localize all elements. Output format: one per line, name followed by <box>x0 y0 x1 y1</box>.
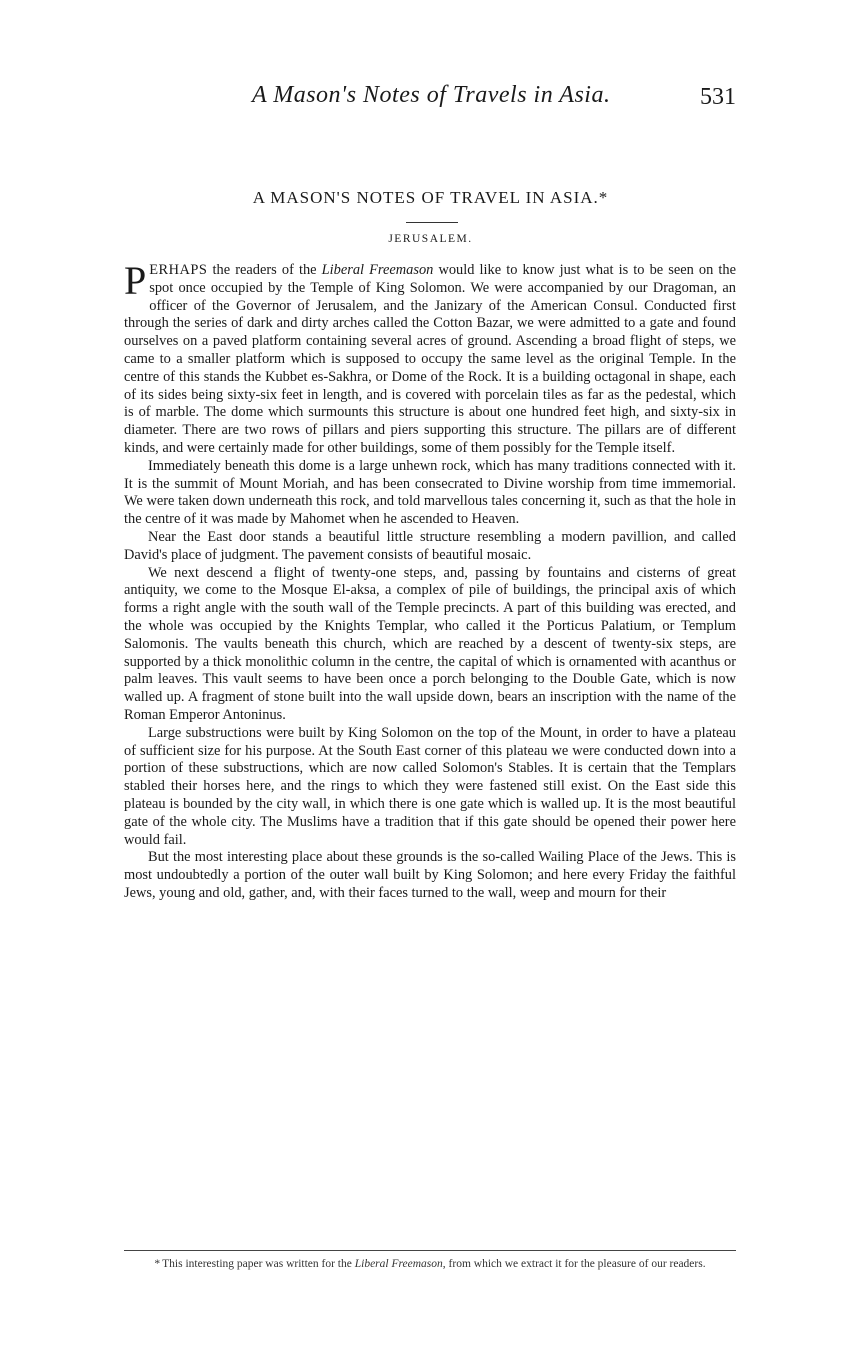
paragraph-2: Immediately beneath this dome is a large unhewn rock, which has many traditions connected with it. It is the summit of Mount Moriah, and has been consecrated to Divine worship from time immemorial. We were taken down underneath this rock, and told marvellous tales concerning it, such as that the hole in the centre of it was made by Mahomet when he ascended to Heaven. <box>124 457 736 528</box>
running-head <box>0 82 861 122</box>
publication-name: Liberal Freemason <box>321 262 434 278</box>
running-title: A Mason's Notes of Travels in Asia. <box>252 82 611 108</box>
title-divider <box>406 222 458 223</box>
footnote-publication: Liberal Freemason <box>354 1258 443 1270</box>
article-subtitle: JERUSALEM. <box>388 233 473 245</box>
page-number: 531 <box>700 84 736 110</box>
article-title: A MASON'S NOTES OF TRAVEL IN ASIA.* <box>252 188 609 207</box>
footnote-mark: * <box>154 1258 161 1270</box>
paragraph-1-text-a: the readers of the <box>207 262 322 278</box>
article-body <box>124 258 737 903</box>
paragraph-3: Near the East door stands a beautiful little structure resembling a modern pavillion, and called David's place of judgment. The pavement consists of beautiful mosaic. <box>124 528 736 563</box>
footnote-text-b: , from which we extract it for the pleasure of our readers. <box>442 1258 706 1270</box>
paragraph-5: Large substructions were built by King Solomon on the top of the Mount, in order to have a plateau of sufficient size for his purpose. At the South East corner of this plateau we were conducted down into a portion of these substructions, which are now called Solomon's Stables. It is certain that the Templars stabled their horses here, and the rings to which they were fastened still exist. On the East side this plateau is bounded by the city wall, in which there is one gate which is walled up. It is the most beautiful gate of the whole city. The Muslims have a tradition that if this gate should be opened their power here would fail. <box>124 724 736 848</box>
opening-word: ERHAPS <box>149 262 208 278</box>
footnote <box>150 1257 710 1272</box>
paragraph-6: But the most interesting place about these grounds is the so-called Wailing Place of the Jews. This is most undoubtedly a portion of the outer wall built by King Solomon; and here every Friday the faithful Jews, young and old, gather, and, with their faces turned to the wall, weep and mourn for their <box>124 849 736 901</box>
footnote-divider <box>124 1250 736 1251</box>
footnote-text-a: This interesting paper was written for the <box>162 1258 355 1270</box>
paragraph-4: We next descend a flight of twenty-one steps, and, passing by fountains and cisterns of great antiquity, we come to the Mosque El-aksa, a complex of pile of buildings, the principal axis of which forms a right angle with the south wall of the Temple precincts. A part of this building was erected, and the whole was occupied by the Knights Templar, who called it the Porticus Palatium, or Templum Salomonis. The vaults beneath this church, which are reached by a descent of twenty-six steps, are supported by a thick monolithic column in the centre, the capital of which is ornamented with acanthus or palm leaves. This vault seems to have been once a porch belonging to the Double Gate, which is now walled up. A fragment of stone built into the wall upside down, bears an inscription with the name of the Roman Emperor Antoninus. <box>124 564 736 723</box>
paragraph-1-text-b: would like to know just what is to be seen on the spot once occupied by the Temple of King Solomon. We were accompanied by our Dragoman, an officer of the Governor of Jerusalem, and the Janizary of the American Consul. Conducted first through the series of dark and dirty arches called the Cotton Bazar, we were admitted to a gate and found ourselves on a paved platform containing several acres of ground. Ascending a broad flight of steps, we came to a smaller platform which is supposed to occupy the same level as the original Temple. In the centre of this stands the Kubbet es-Sakhra, or Dome of the Rock. It is a building octagonal in shape, each of its sides being sixty-six feet in length, and is covered with porcelain tiles as far as the pedestal, which is of marble. The dome which surmounts this structure is about one hundred feet high, and sixty-six in diameter. There are two rows of pillars and piers supporting this structure. The pillars are of different kinds, and were certainly made for other buildings, some of them possibly for the Temple itself. <box>124 262 737 456</box>
drop-cap: P <box>124 258 147 303</box>
paragraph-1 <box>124 258 737 458</box>
